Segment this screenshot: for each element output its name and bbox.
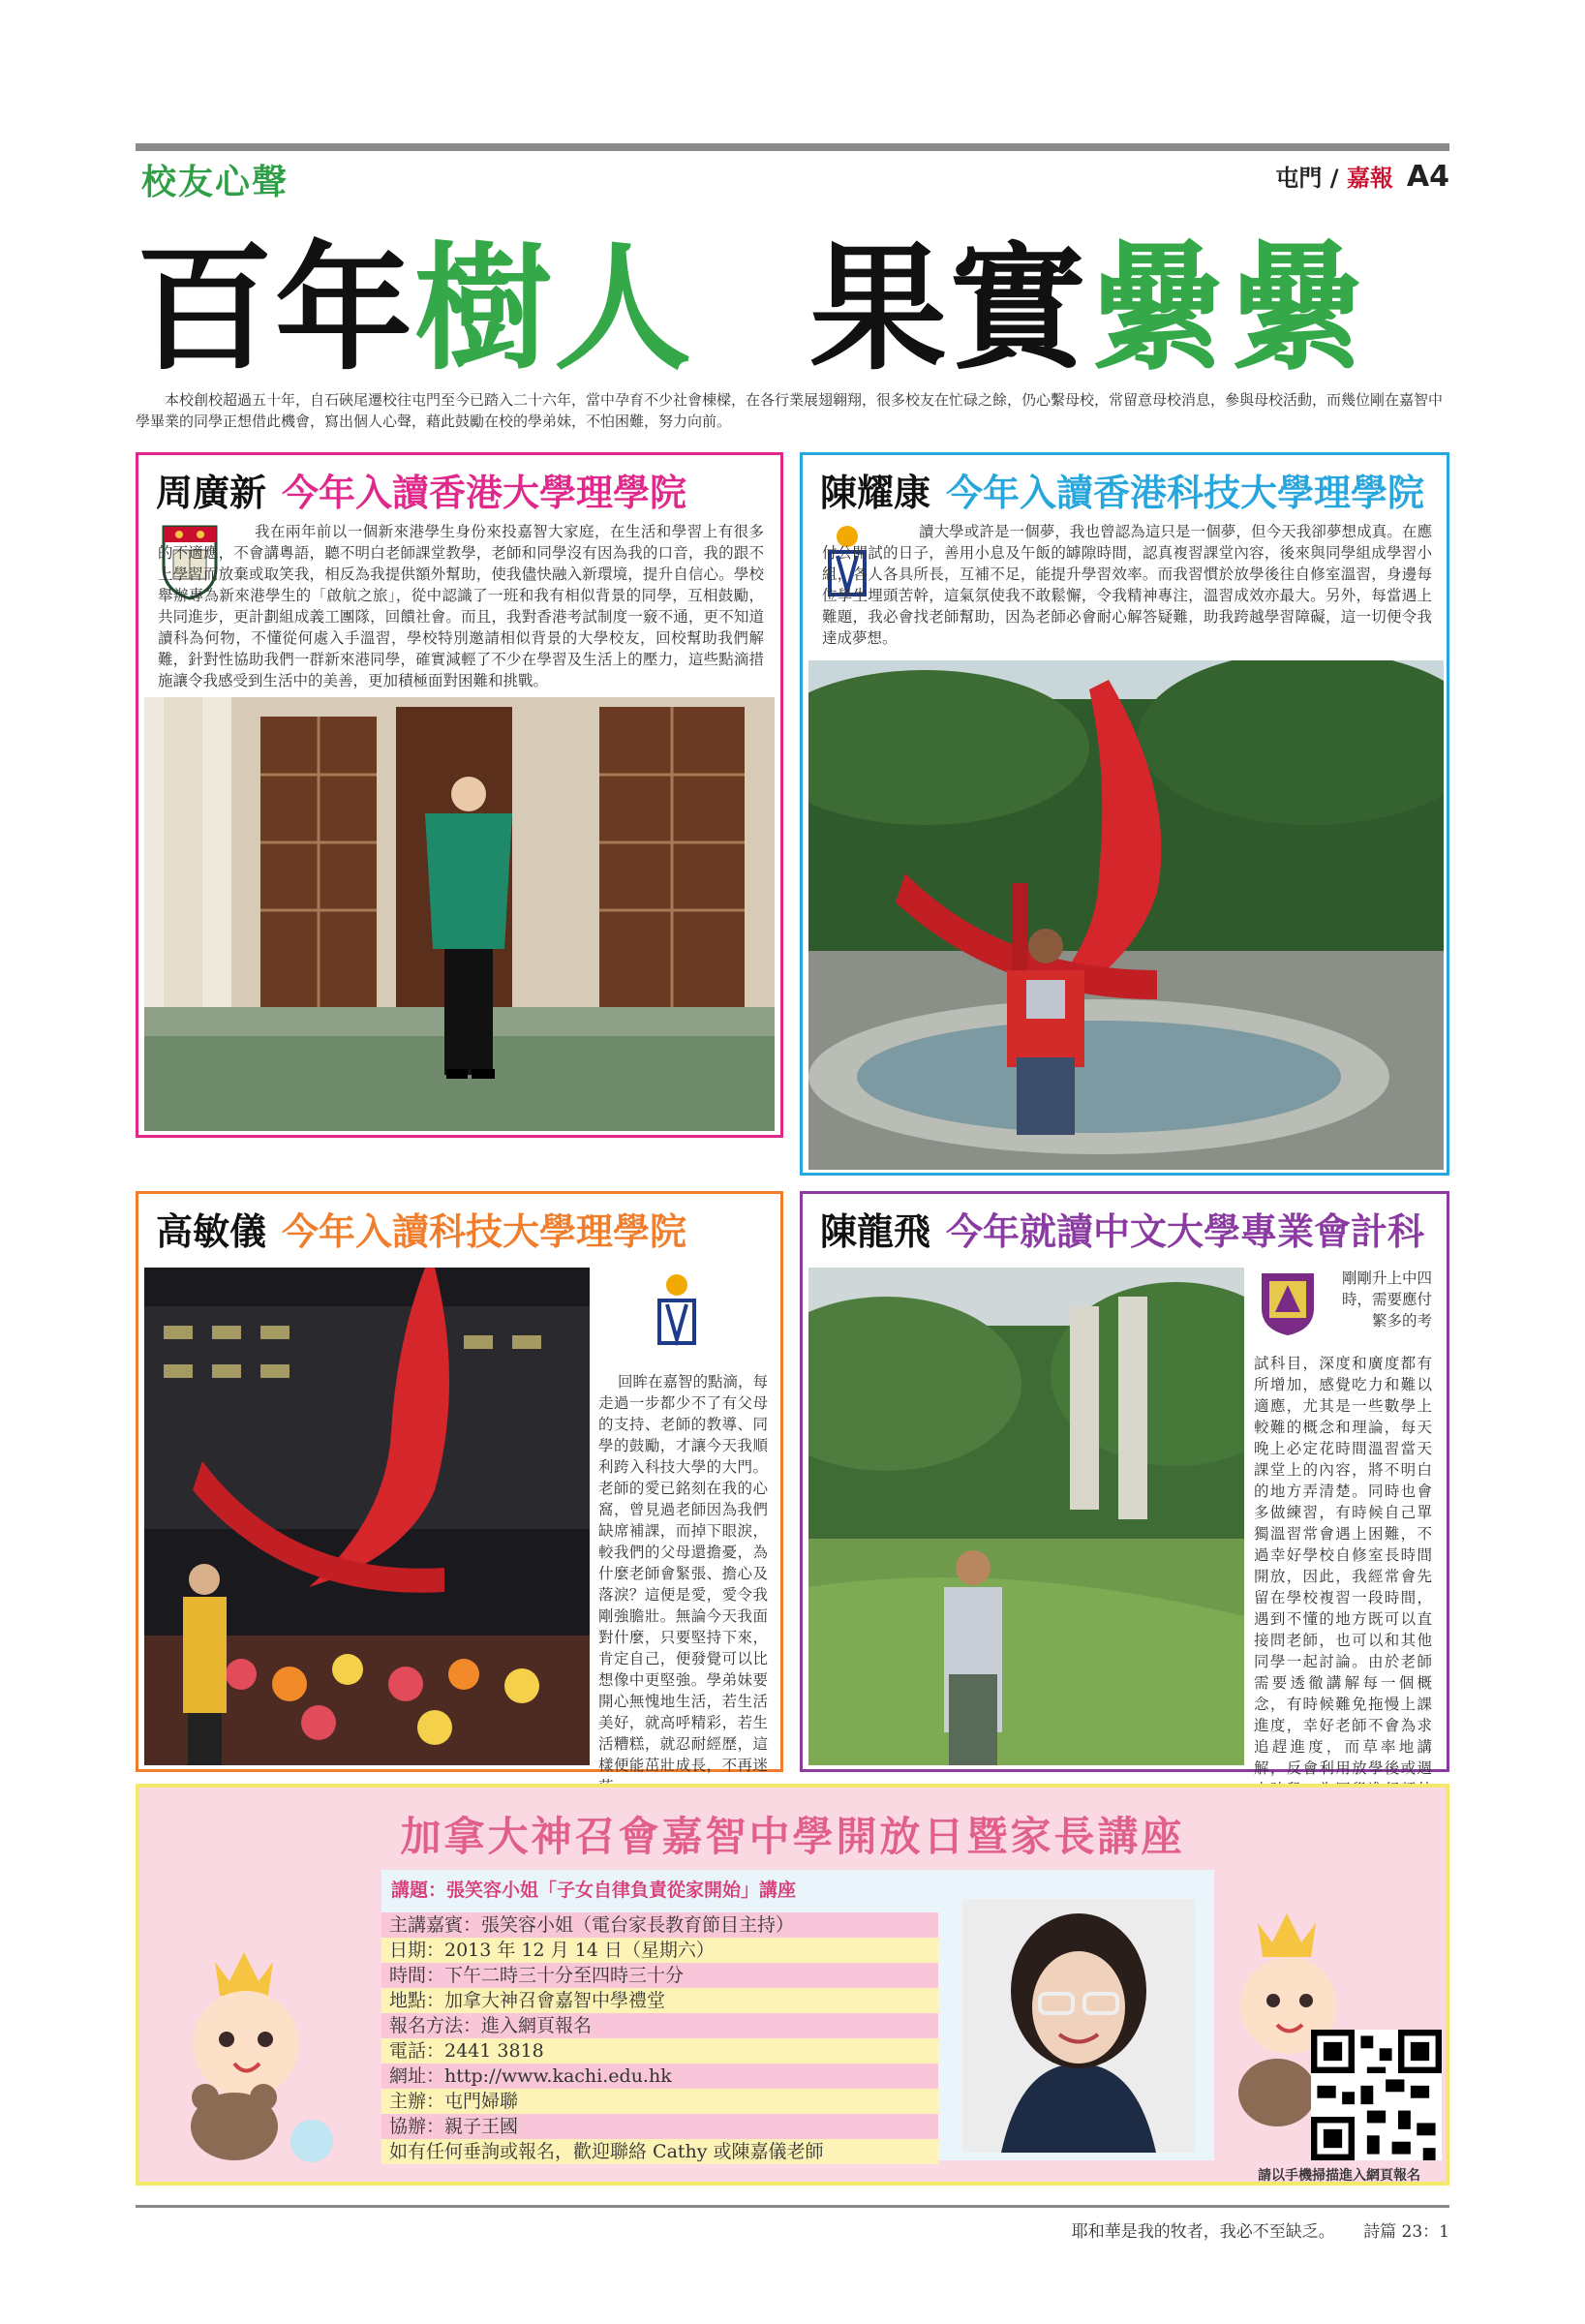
alumni-text-intro: 剛剛升上中四時，需要應付繁多的考 [1341,1269,1432,1330]
cartoon-baby-left-icon [167,1942,351,2165]
page-number: A4 [1406,160,1449,194]
alumni-card-2 [800,452,1449,1176]
event-details-panel [381,1870,1214,2160]
headline-part2: 樹人 [414,229,693,389]
alumni-photo [808,660,1444,1170]
alumni-card-4 [800,1191,1449,1777]
headline-part3: 果實 [809,229,1088,389]
alumni-name: 陳耀康 [820,472,931,514]
detail-row-phone: 電話：2441 3818 [381,2038,938,2064]
alumni-name-line [820,1202,1424,1255]
qr-caption: 請以手機掃描進入網頁報名 [1258,2168,1420,2184]
headline-part4: 纍纍 [1088,229,1367,389]
open-day-banner [136,1784,1449,2186]
section-title: 校友心聲 [141,162,290,202]
detail-row-contact: 如有任何垂詢或報名，歡迎聯絡 Cathy 或陳嘉儀老師 [381,2139,938,2164]
speaker-portrait [962,1899,1195,2153]
alumni-name-line [156,463,686,516]
headline [136,229,1452,389]
alumni-name: 周廣新 [156,472,267,514]
detail-row-website[interactable]: 網址：http://www.kachi.edu.hk [381,2064,938,2089]
header-rule [136,143,1449,151]
alumni-school: 今年就讀中文大學專業會計科 [946,1210,1425,1253]
paper-name: 嘉報 [1346,165,1393,192]
banner-title: 加拿大神召會嘉智中學開放日暨家長講座 [400,1813,1185,1860]
alumni-name-line [156,1202,686,1255]
alumni-text: 讀大學或許是一個夢，我也曾認為這只是一個夢，但今天我卻夢想成真。在應付公開試的日子，善用小息及午飯的罅隙時間，認真複習課堂內容，後來與同學組成學習小組，各人各具所長，互補不足，能提升學習效率。而我習慣於放學後往自修室溫習，身邊每位學生埋頭苦幹，這氣氛使我不敢鬆懈，令我精神專注，溫習成效亦最大。另外，每當遇上難題，我必會找老師幫助，因為老師必會耐心解答疑難，助我跨越學習障礙，這一切便令我達成夢想。 [822,523,1432,647]
detail-row-speaker: 主講嘉賓：張笑容小姐（電台家長教育節目主持） [381,1912,938,1938]
detail-row-venue: 地點：加拿大神召會嘉智中學禮堂 [381,1988,938,2013]
qr-code-icon[interactable] [1311,2030,1442,2160]
headline-part1: 百年 [136,229,414,389]
alumni-text: 回眸在嘉智的點滴，每走過一步都少不了有父母的支持、老師的教導、同學的鼓勵，才讓今天我順利跨入科技大學的大門。老師的愛已銘刻在我的心窩，曾見過老師因為我們缺席補課，而掉下眼淚，較我們的父母還擔憂，為什麼老師會緊張、擔心及落淚？這便是愛，愛令我剛強膽壯。無論今天我面對什麼，只要堅持下來，肯定自己，便發覺可以比想像中更堅強。學弟妹要開心無愧地生活，若生活美好，就高呼精彩，若生活糟糕，就忍耐經歷，這樣便能茁壯成長，不再迷 [598,1373,769,1774]
alumni-name: 陳龍飛 [820,1210,931,1253]
footer-verse-ref: 詩篇 23：1 [1363,2222,1449,2242]
cuhk-crest-icon [1258,1269,1318,1337]
alumni-photo [144,1268,590,1765]
district: 屯門 [1275,165,1323,192]
intro-paragraph: 本校創校超過五十年，自石硤尾遷校往屯門至今已踏入二十六年，當中孕育不少社會棟樑，在各行業展翅翱翔，很多校友在忙碌之餘，仍心繫母校，常留意母校消息，參與母校活動，而幾位剛在嘉智中學畢業的同學正想借此機會，寫出個人心聲，藉此鼓勵在校的學弟妹，不怕困難，努力向前。 [136,391,1444,430]
alumni-text: 我在兩年前以一個新來港學生身份來投嘉智大家庭，在生活和學習上有很多的不適應，不會講粵語，聽不明白老師課堂教學，老師和同學沒有因為我的口音，我的跟不上學習而放棄或取笑我，相反為我提供額外幫助，使我儘快融入新環境，提升自信心。學校舉辦專為新來港學生的「啟航之旅」，從中認識了一班和我有相似背景的同學，互相鼓勵，共同進步，更計劃組成義工團隊，回饋社會。而且，我對香港考試制度一竅不通，更不知道讀科為何物，不懂從何處入手溫習，學校特別邀請相似背景的大學校友，回校幫助我們解難，針對性協助我們一群新來港同學，確實減輕了不少在學習及生活上的壓力，這些點滴措施讓令我感受到生活中的美善，更加積極面對困難和挑戰。 [158,523,764,689]
alumni-name-line [820,463,1424,516]
alumni-photo [144,697,775,1131]
detail-row-date: 日期：2013 年 12 月 14 日（星期六） [381,1938,938,1963]
alumni-photo [808,1268,1244,1765]
hkust-logo-icon [654,1271,700,1349]
detail-row-time: 時間：下午二時三十分至四時三十分 [381,1963,938,1988]
alumni-name: 高敏儀 [156,1210,267,1253]
alumni-school: 今年入讀科技大學理學院 [282,1210,687,1253]
alumni-school: 今年入讀香港大學理學院 [282,472,687,514]
footer-verse: 耶和華是我的牧者，我必不至缺乏。 [1071,2222,1335,2242]
alumni-school: 今年入讀香港科技大學理學院 [946,472,1425,514]
alumni-card-1 [136,452,783,1138]
alumni-card-3 [136,1191,783,1772]
alumni-text: 試科目，深度和廣度都有所增加，感覺吃力和難以適應，尤其是一些數學上較難的概念和理論，每天晚上必定花時間溫習當天課堂上的內容，將不明白的地方弄清楚。同時也會多做練習，有時候自己單獨溫習常會遇上困難，不過幸好學校自修室長時間開放，因此，我經常會先留在學校複習一段時間，遇到不懂的地方既可以直接問老師，也可以和其他同學一起討論。由於老師需要透徹講解每一個概念，有時候難免拖慢上課進度，幸好老師不會為求追趕進度，而草率地講解，反會利用放學後或週 [1254,1355,1432,1777]
detail-row-coorganizer: 協辦：親子王國 [381,2114,938,2139]
talk-topic: 講題：張笑容小姐「子女自律負責從家開始」講座 [391,1880,797,1901]
footer-verse-line [1072,2217,1449,2242]
detail-row-register: 報名方法：進入網頁報名 [381,2013,938,2038]
detail-row-organizer: 主辦：屯門婦聯 [381,2089,938,2114]
masthead: 屯門 / 嘉報 A4 [1275,160,1449,194]
footer-rule [136,2205,1449,2208]
